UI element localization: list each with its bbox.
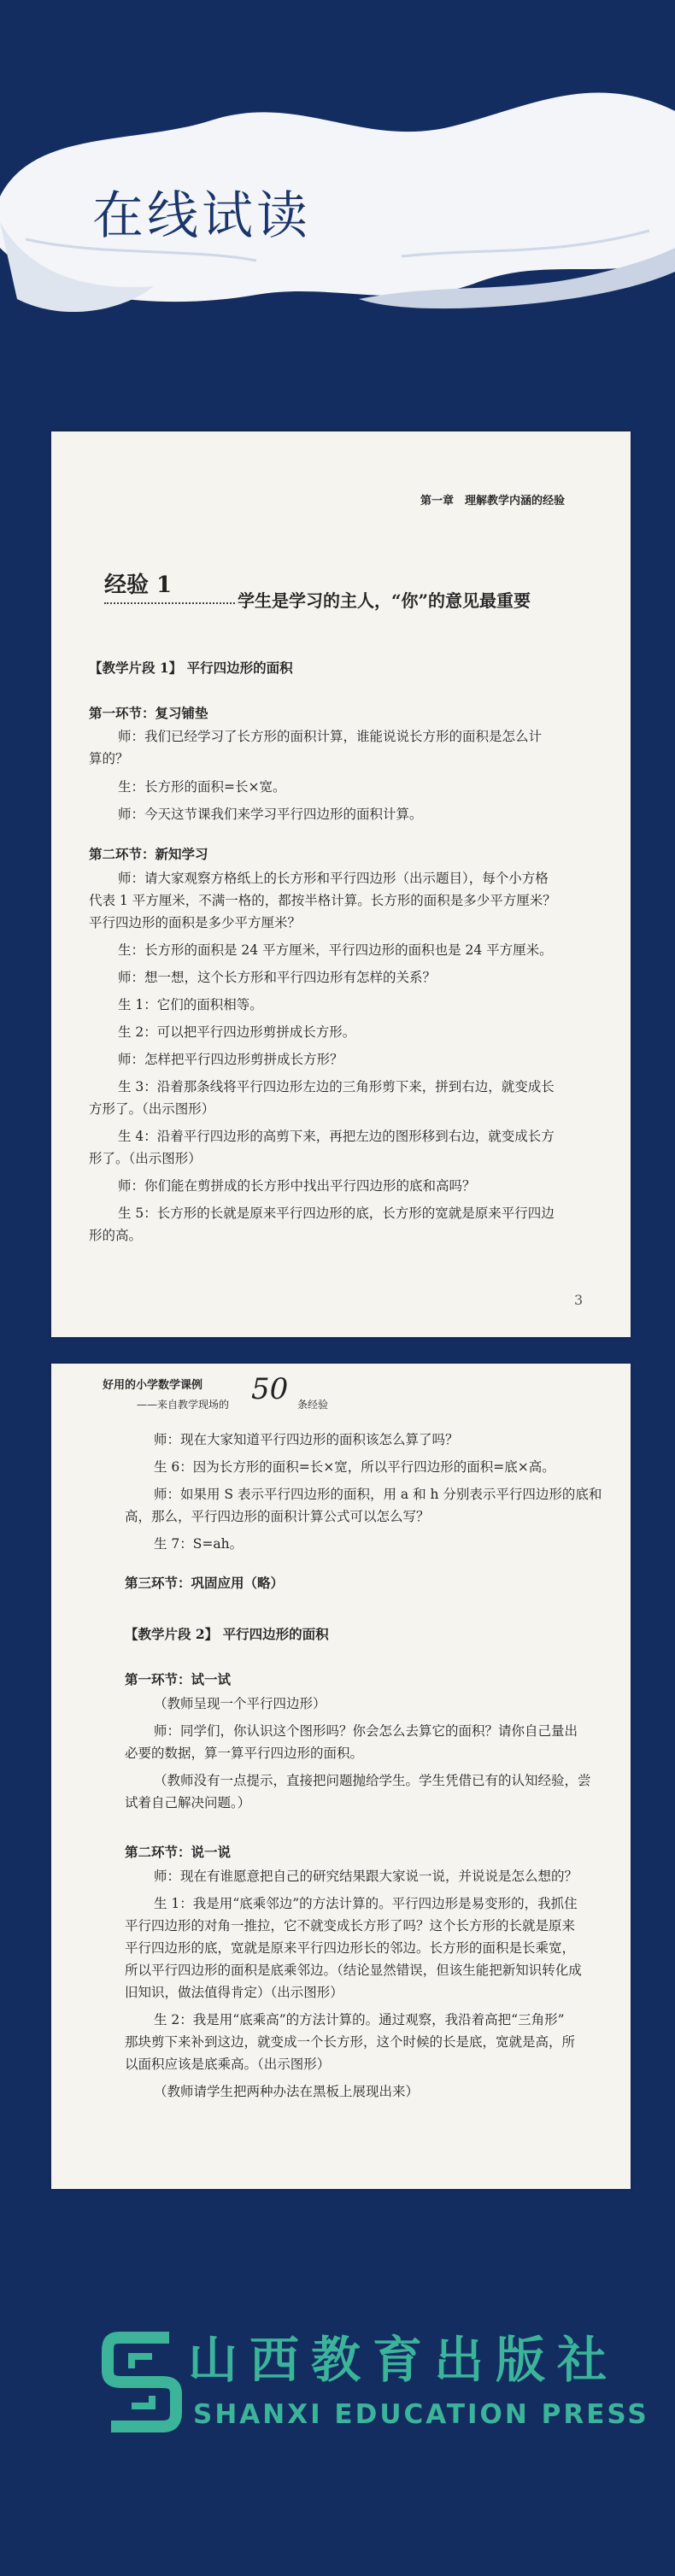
paragraph-line: 形了。（出示图形） <box>89 1151 202 1166</box>
paragraph-line: 生 7：S=ah。 <box>154 1536 244 1552</box>
paragraph-line: 生 1：我是用“底乘邻边”的方法计算的。平行四边形是易变形的，我抓住 <box>154 1896 578 1911</box>
paragraph-line: 旧知识，做法值得肯定）（出示图形） <box>125 1985 343 2000</box>
book-header-subtitle-prefix: ——来自教学现场的 <box>137 1399 230 1411</box>
press-name-chinese: 山西教育出版社 <box>188 2331 619 2389</box>
section-heading: 第三环节：巩固应用（略） <box>125 1575 285 1591</box>
experience-title: 学生是学习的主人，“你”的意见最重要 <box>238 590 531 611</box>
paragraph-line: 形的高。 <box>89 1228 143 1243</box>
paragraph-line: 所以平行四边形的面积是底乘邻边。（结论显然错误，但该生能把新知识转化成 <box>125 1963 582 1978</box>
segment-heading: 【教学片段 2】 平行四边形的面积 <box>125 1626 329 1642</box>
paragraph-line: （教师呈现一个平行四边形） <box>154 1696 326 1711</box>
paragraph-line: 生 1：它们的面积相等。 <box>118 997 263 1012</box>
paragraph-line: 代表 1 平方厘米，不满一格的，都按半格计算。长方形的面积是多少平方厘米？ <box>89 893 556 908</box>
paragraph-line: 师：我们已经学习了长方形的面积计算，谁能说说长方形的面积是怎么计 <box>118 729 543 744</box>
paragraph-line: 算的？ <box>89 751 129 766</box>
paragraph-line: 师：如果用 S 表示平行四边形的面积，用 a 和 h 分别表示平行四边形的底和 <box>154 1487 602 1502</box>
paragraph-line: 师：怎样把平行四边形剪拼成长方形？ <box>118 1052 343 1067</box>
paragraph-line: 生 4：沿着平行四边形的高剪下来，再把左边的图形移到右边，就变成长方 <box>118 1129 555 1144</box>
paragraph-line: 师：现在大家知道平行四边形的面积该怎么算了吗？ <box>154 1432 459 1447</box>
paragraph-line: 生 2：我是用“底乘高”的方法计算的。通过观察，我沿着高把“三角形” <box>154 2012 565 2027</box>
paragraph-line: 必要的数据，算一算平行四边形的面积。 <box>125 1746 364 1761</box>
paragraph-line: 高，那么，平行四边形的面积计算公式可以怎么写？ <box>125 1509 430 1524</box>
section-heading: 第二环节：新知学习 <box>89 846 208 862</box>
paragraph-line: 生 3：沿着那条线将平行四边形左边的三角形剪下来，拼到右边，就变成长 <box>118 1079 555 1094</box>
chapter-header: 第一章 理解教学内涵的经验 <box>420 495 566 508</box>
press-logo-icon <box>101 2331 183 2433</box>
banner-title: 在线试读 <box>92 186 311 246</box>
paragraph-line: 师：今天这节课我们来学习平行四边形的面积计算。 <box>118 807 423 822</box>
book-header-title: 好用的小学数学课例 <box>103 1379 203 1392</box>
paragraph-line: 试着自己解决问题。） <box>125 1795 251 1810</box>
paragraph-line: 平行四边形的对角一推拉，它不就变成长方形了吗？这个长方形的长就是原来 <box>125 1918 576 1933</box>
paragraph-line: 平行四边形的底，宽就是原来平行四边形长的邻边。长方形的面积是长乘宽， <box>125 1940 576 1956</box>
dotted-leader <box>104 602 235 604</box>
paragraph-line: 生：长方形的面积是 24 平方厘米，平行四边形的面积也是 24 平方厘米。 <box>118 942 553 958</box>
section-heading: 第一环节：试一试 <box>125 1671 232 1687</box>
press-name-english: SHANXI EDUCATION PRESS <box>193 2399 649 2430</box>
section-heading: 第二环节：说一说 <box>125 1844 232 1860</box>
paragraph-line: 师：你们能在剪拼成的长方形中找出平行四边形的底和高吗？ <box>118 1178 476 1194</box>
book-page-1 <box>51 431 631 1337</box>
paragraph-line: 师：同学们，你认识这个图形吗？你会怎么去算它的面积？请你自己量出 <box>154 1723 578 1739</box>
paragraph-line: 生 2：可以把平行四边形剪拼成长方形。 <box>118 1024 356 1040</box>
page-number: 3 <box>574 1292 584 1308</box>
paragraph-line: （教师请学生把两种办法在黑板上展现出来） <box>154 2084 420 2099</box>
paragraph-line: （教师没有一点提示，直接把问题抛给学生。学生凭借已有的认知经验，尝 <box>154 1773 591 1788</box>
paragraph-line: 生 6：因为长方形的面积=长×宽，所以平行四边形的面积=底×高。 <box>154 1459 555 1475</box>
paragraph-line: 生 5：长方形的长就是原来平行四边形的底，长方形的宽就是原来平行四边 <box>118 1206 555 1221</box>
section-heading: 第一环节：复习铺垫 <box>89 705 208 721</box>
paragraph-line: 师：请大家观察方格纸上的长方形和平行四边形（出示题目），每个小方格 <box>118 871 549 886</box>
experience-label: 经验 1 <box>104 572 173 598</box>
book-page-2 <box>51 1364 631 2189</box>
paragraph-line: 以面积应该是底乘高。（出示图形） <box>125 2057 331 2072</box>
book-header-number: 50 <box>251 1372 289 1406</box>
paragraph-line: 平行四边形的面积是多少平方厘米？ <box>89 915 302 930</box>
paragraph-line: 那块剪下来补到这边，就变成一个长方形，这个时候的长是底，宽就是高，所 <box>125 2034 576 2050</box>
paragraph-line: 师：想一想，这个长方形和平行四边形有怎样的关系？ <box>118 970 437 985</box>
paragraph-line: 生：长方形的面积=长×宽。 <box>118 779 286 795</box>
paragraph-line: 方形了。（出示图形） <box>89 1101 215 1117</box>
paragraph-line: 师：现在有谁愿意把自己的研究结果跟大家说一说，并说说是怎么想的？ <box>154 1869 578 1884</box>
book-header-subtitle-suffix: 条经验 <box>297 1399 329 1411</box>
segment-heading: 【教学片段 1】 平行四边形的面积 <box>89 660 293 676</box>
